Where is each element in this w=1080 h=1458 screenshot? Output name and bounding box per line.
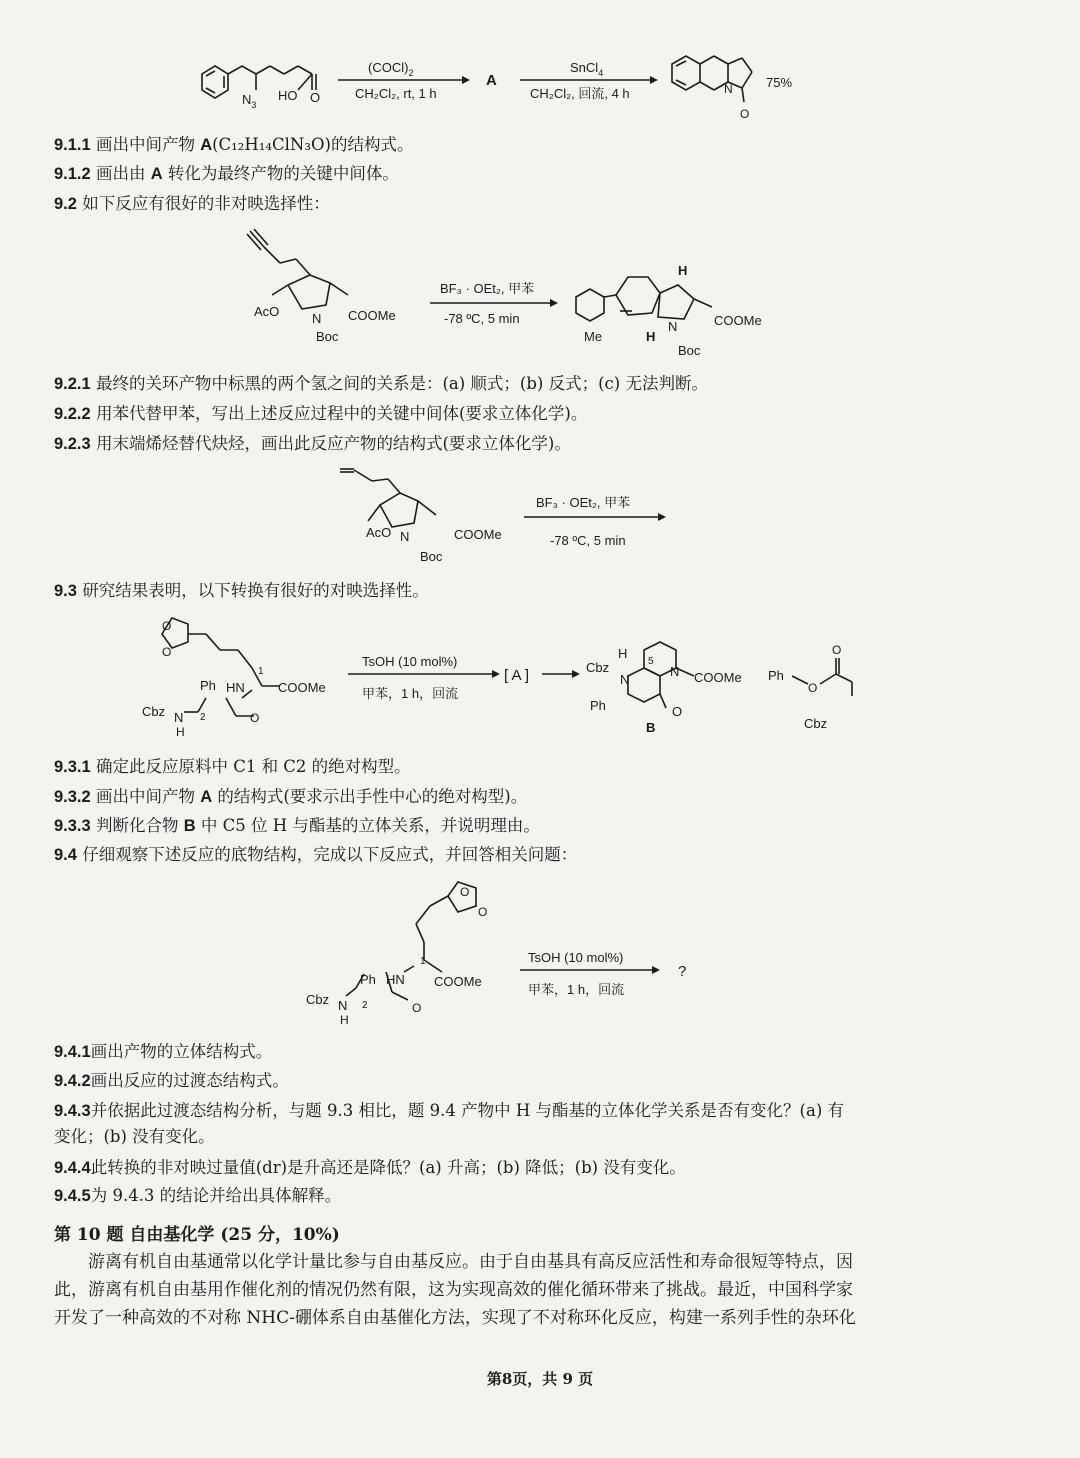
me-label: Me bbox=[584, 329, 603, 344]
hn-label-2: HN bbox=[386, 972, 405, 987]
scheme-9-3 bbox=[140, 612, 880, 747]
question-9-4-4: 9.4.4此转换的非对映过量值(dr)是升高还是降低？(a) 升高；(b) 降低；(b) 没有变化。 bbox=[54, 1158, 686, 1177]
p-boc-label: Boc bbox=[678, 343, 701, 358]
question-10-title: 第 10 题 自由基化学 (25 分，10%) bbox=[54, 1225, 340, 1245]
question-9-1-1: 9.1.1 画出中间产物 A(C₁₂H₁₄ClN₃O)的结构式。 bbox=[54, 135, 414, 154]
cbz-o1-label: O bbox=[808, 681, 818, 695]
coome-label-3: COOMe bbox=[278, 680, 326, 695]
reagent1-bottom: CH₂Cl₂, rt, 1 h bbox=[355, 86, 437, 101]
page-footer: 第8页，共 9 页 bbox=[486, 1370, 594, 1388]
coome-label-4: COOMe bbox=[434, 974, 482, 989]
question-9-2-3: 9.2.3 用末端烯烃替代炔烃，画出此反应产物的结构式(要求立体化学)。 bbox=[54, 434, 571, 453]
yield-label: 75% bbox=[766, 75, 793, 90]
azido-acid-chain bbox=[228, 66, 256, 90]
n-label-2: N bbox=[400, 529, 410, 544]
question-9-1-2: 9.1.2 画出由 A 转化为最终产物的关键中间体。 bbox=[54, 164, 399, 183]
n-label-4: N bbox=[338, 998, 348, 1013]
cbz-structure bbox=[792, 658, 852, 696]
question-9-2-2: 9.2.2 用苯代替甲苯，写出上述反应过程中的关键中间体(要求立体化学)。 bbox=[54, 404, 588, 423]
reagent-9-2-3-bottom: -78 ºC, 5 min bbox=[550, 533, 626, 548]
cbz-o2-label: O bbox=[832, 643, 842, 657]
c1-label-2: 1 bbox=[420, 956, 426, 967]
question-9-3-1: 9.3.1 确定此反应原料中 C1 和 C2 的绝对构型。 bbox=[54, 757, 411, 776]
cbz-ph-label: Ph bbox=[768, 668, 784, 683]
reagent2-bottom: CH₂Cl₂, 回流, 4 h bbox=[530, 86, 630, 101]
c2-label-2: 2 bbox=[362, 1000, 368, 1011]
scheme-9-1 bbox=[190, 40, 850, 130]
nh-label: H bbox=[176, 725, 185, 739]
n-label: N bbox=[312, 311, 322, 326]
b-o-label: O bbox=[672, 704, 683, 719]
scheme-9-2 bbox=[250, 225, 810, 365]
question-9-4-1: 9.4.1画出产物的立体结构式。 bbox=[54, 1042, 273, 1061]
scheme-9-4 bbox=[300, 876, 720, 1026]
reagent-9-3-top: TsOH (10 mol%) bbox=[362, 654, 458, 669]
question-9-3-2: 9.3.2 画出中间产物 A 的结构式(要求示出手性中心的绝对构型)。 bbox=[54, 787, 528, 806]
b-n1-label: N bbox=[620, 672, 630, 687]
cbz-label: Cbz bbox=[142, 704, 166, 719]
question-9-4: 9.4 仔细观察下述反应的底物结构，完成以下反应式，并回答相关问题： bbox=[54, 845, 578, 864]
b-h-label: H bbox=[618, 646, 628, 661]
reagent-9-3-bottom: 甲苯，1 h，回流 bbox=[362, 686, 459, 701]
o1-label-2: O bbox=[460, 885, 470, 899]
reagent-9-4-top: TsOH (10 mol%) bbox=[528, 950, 624, 965]
c2-label: 2 bbox=[200, 712, 206, 723]
o2-label: O bbox=[162, 645, 172, 659]
product-n-label: N bbox=[724, 82, 733, 96]
cbz-name-label: Cbz bbox=[804, 716, 828, 731]
h-top-label: H bbox=[678, 263, 688, 278]
bracket-a-label: [ A ] bbox=[504, 667, 530, 684]
para-line-3: 开发了一种高效的不对称 NHC-硼体系自由基催化方法，实现了不对称环化反应，构建一系列手性的杂环化 bbox=[54, 1308, 856, 1328]
c1-label: 1 bbox=[258, 666, 264, 677]
boc-label: Boc bbox=[316, 329, 339, 344]
bicyclic-b bbox=[628, 642, 694, 708]
h-bottom-label: H bbox=[646, 329, 656, 344]
reagent1-top: $(COCl)_2$ bbox=[368, 60, 414, 78]
alkyne-pyrrolidine bbox=[247, 229, 348, 309]
b-cbz-label: Cbz bbox=[586, 660, 610, 675]
acid-o-label: O bbox=[310, 90, 321, 105]
question-9-3-3: 9.3.3 判断化合物 B 中 C5 位 H 与酯基的立体关系，并说明理由。 bbox=[54, 816, 540, 835]
tricyclic-product bbox=[672, 56, 752, 102]
question-9-4-3: 9.4.3并依据此过渡态结构分析，与题 9.3 相比，题 9.4 产物中 H 与酯基的立体化学关系是否有变化？(a) 有 bbox=[54, 1101, 844, 1120]
para-line-2: 此，游离有机自由基用作催化剂的情况仍然有限，这为实现高效的催化循环带来了挑战。最近，中国科学家 bbox=[54, 1280, 853, 1300]
question-9-4-5: 9.4.5为 9.4.3 的结论并给出具体解释。 bbox=[54, 1186, 342, 1205]
intermediate-a-label: A bbox=[486, 72, 497, 89]
ph-label-2: Ph bbox=[360, 972, 376, 987]
question-10-paragraph bbox=[54, 1248, 954, 1332]
question-9-2-1: 9.2.1 最终的关环产物中标黑的两个氢之间的关系是：(a) 顺式；(b) 反式；(c) 无法判断。 bbox=[54, 374, 708, 393]
amide-o-label-2: O bbox=[412, 1001, 422, 1015]
amide-o-label: O bbox=[250, 711, 260, 725]
b-n2-label: N bbox=[670, 664, 680, 679]
b-c5-label: 5 bbox=[648, 656, 654, 667]
b-compound-label: B bbox=[646, 720, 656, 735]
question-9-4-3-cont: 变化；(b) 没有变化。 bbox=[54, 1127, 215, 1146]
cbz-label-2: Cbz bbox=[306, 992, 330, 1007]
ph-label: Ph bbox=[200, 678, 216, 693]
b-ph-label: Ph bbox=[590, 698, 606, 713]
question-9-4-2: 9.4.2画出反应的过渡态结构式。 bbox=[54, 1071, 289, 1090]
acid-oh-label: HO bbox=[278, 88, 298, 103]
reagent-9-2-bottom: -78 ºC, 5 min bbox=[444, 311, 520, 326]
reagent-9-2-3-top: BF₃ · OEt₂, 甲苯 bbox=[536, 495, 631, 510]
aco-label: AcO bbox=[254, 304, 280, 319]
coome-label: COOMe bbox=[348, 308, 396, 323]
p-n-label: N bbox=[668, 319, 678, 334]
alkene-pyrrolidine bbox=[340, 469, 436, 527]
reagent2-top: SnCl$_4$ bbox=[570, 60, 604, 78]
o1-label: O bbox=[162, 619, 172, 633]
boc-label-2: Boc bbox=[420, 549, 443, 564]
nh-label-2: H bbox=[340, 1013, 349, 1027]
bicyclic-product bbox=[576, 277, 712, 321]
o2-label-2: O bbox=[478, 905, 488, 919]
reagent-9-2-top: BF₃ · OEt₂, 甲苯 bbox=[440, 281, 535, 296]
para-line-1: 游离有机自由基通常以化学计量比参与自由基反应。由于自由基具有高反应活性和寿命很短等特点，因 bbox=[88, 1252, 853, 1272]
coome-label-2: COOMe bbox=[454, 527, 502, 542]
hn-label: HN bbox=[226, 680, 245, 695]
question-9-2: 9.2 如下反应有很好的非对映选择性： bbox=[54, 194, 330, 213]
b-coome-label: COOMe bbox=[694, 670, 742, 685]
scheme-9-2-3 bbox=[340, 465, 680, 575]
product-o-label: O bbox=[740, 107, 750, 121]
product-question-mark: ? bbox=[678, 963, 687, 980]
question-9-3: 9.3 研究结果表明，以下转换有很好的对映选择性。 bbox=[54, 581, 429, 600]
phenyl-ring bbox=[202, 66, 228, 98]
p-coome-label: COOMe bbox=[714, 313, 762, 328]
n-label-3: N bbox=[174, 710, 184, 725]
aco-label-2: AcO bbox=[366, 525, 392, 540]
azide-label: $N_3$ bbox=[242, 92, 257, 110]
reagent-9-4-bottom: 甲苯，1 h，回流 bbox=[528, 982, 625, 997]
